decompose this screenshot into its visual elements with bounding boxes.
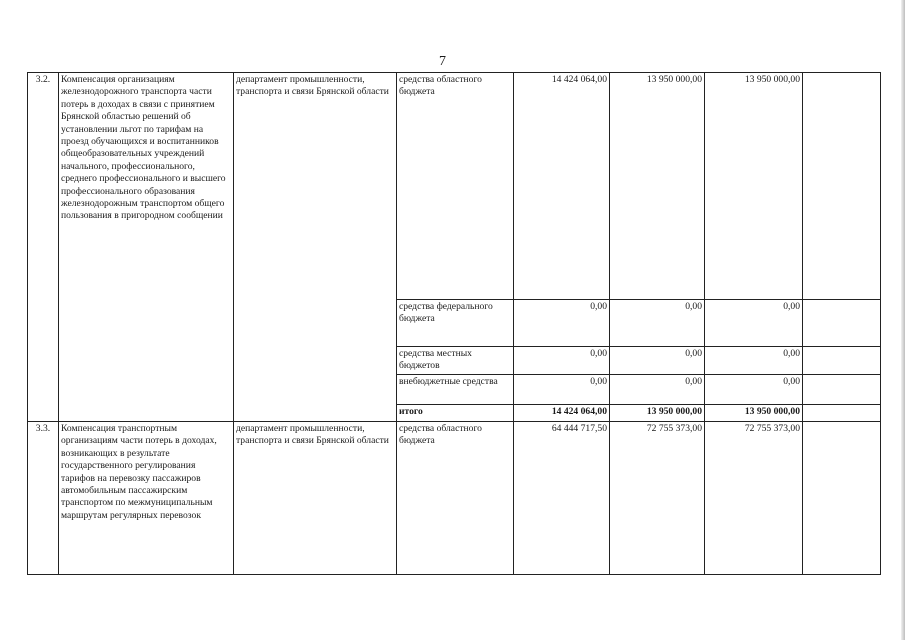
amount-2: 0,00	[610, 347, 705, 375]
total-amount-4	[803, 405, 881, 422]
amount-2: 0,00	[610, 300, 705, 347]
row-number: 3.2.	[28, 73, 59, 422]
amount-3: 0,00	[705, 347, 803, 375]
total-amount-2: 13 950 000,00	[610, 405, 705, 422]
amount-3: 0,00	[705, 300, 803, 347]
amount-4	[803, 347, 881, 375]
table-row	[28, 422, 881, 575]
funding-source: средства областного бюджета	[397, 422, 514, 575]
executor: департамент промышленности, транспорта и связи Брянской области	[234, 422, 397, 575]
total-amount-1: 14 424 064,00	[514, 405, 610, 422]
executor: департамент промышленности, транспорта и связи Брянской области	[234, 73, 397, 422]
total-label: итого	[397, 405, 514, 422]
funding-source: средства областного бюджета	[397, 73, 514, 300]
amount-1: 0,00	[514, 300, 610, 347]
total-amount-3: 13 950 000,00	[705, 405, 803, 422]
amount-2: 72 755 373,00	[610, 422, 705, 575]
measure-name: Компенсация организациям железнодорожного транспорта части потерь в доходах в связи с принятием Брянской областью решений об установлении льгот по тарифам на проезд обучающихся и воспитанников общеобразовательных учреждений начального, профессионального, среднего профессионального и высшего профессионального образования железнодорожным транспортом общего пользования в пригородном сообщении	[59, 73, 234, 422]
amount-1: 64 444 717,50	[514, 422, 610, 575]
amount-2: 13 950 000,00	[610, 73, 705, 300]
budget-table	[27, 72, 881, 575]
amount-4	[803, 73, 881, 300]
funding-source: средства местных бюджетов	[397, 347, 514, 375]
amount-3: 0,00	[705, 375, 803, 405]
funding-source: внебюджетные средства	[397, 375, 514, 405]
amount-4	[803, 375, 881, 405]
amount-1: 14 424 064,00	[514, 73, 610, 300]
funding-source: средства федерального бюджета	[397, 300, 514, 347]
amount-1: 0,00	[514, 375, 610, 405]
table-row	[28, 73, 881, 300]
scan-edge	[901, 0, 905, 640]
measure-name: Компенсация транспортным организациям части потерь в доходах, возникающих в результате государственного регулирования тарифов на перевозку пассажиров автомобильным пассажирским транспортом по межмуниципальным маршрутам регулярных перевозок	[59, 422, 234, 575]
page-number: 7	[439, 54, 446, 69]
amount-4	[803, 300, 881, 347]
amount-3: 72 755 373,00	[705, 422, 803, 575]
row-number: 3.3.	[28, 422, 59, 575]
amount-2: 0,00	[610, 375, 705, 405]
amount-4	[803, 422, 881, 575]
amount-1: 0,00	[514, 347, 610, 375]
amount-3: 13 950 000,00	[705, 73, 803, 300]
